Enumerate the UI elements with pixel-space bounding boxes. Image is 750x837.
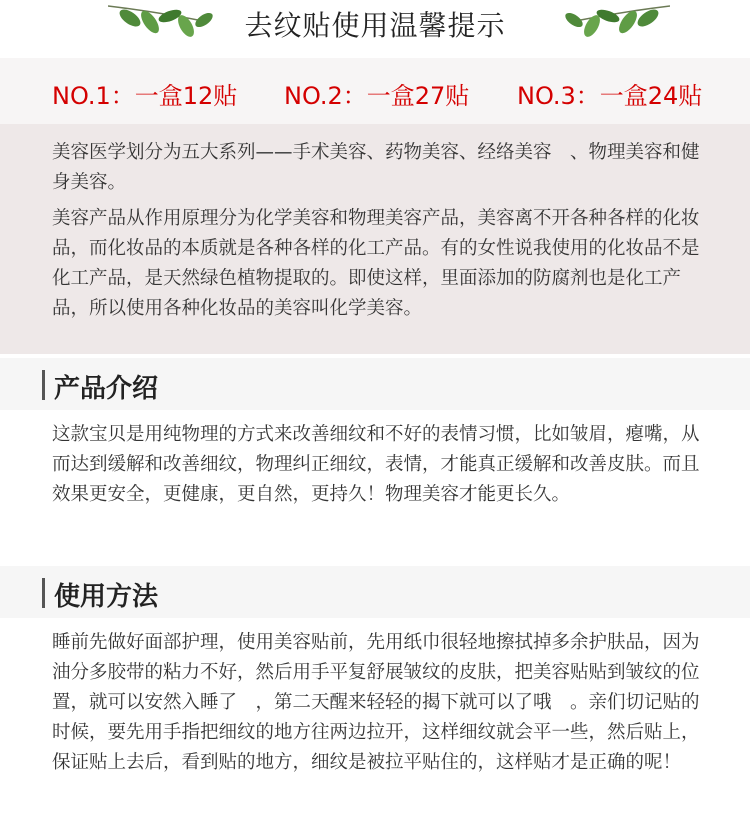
product-heading: 产品介绍 [54, 374, 159, 404]
pack-option-1: NO.1：一盒12贴 [52, 82, 238, 110]
pack-options [0, 58, 750, 124]
pack-option-3: NO.3：一盒24贴 [517, 82, 703, 110]
intro-paragraph-2: 美容产品从作用原理分为化学美容和物理美容产品，美容离不开各种各样的化妆品，而化妆品的本质就是各种各样的化工产品。有的女性说我使用的化妆品不是化工产品，是天然绿色植物提取的。即使这样，里面添加的防腐剂也是化工产品，所以使用各种化妆品的美容叫化学美容。 [52, 208, 700, 319]
product-heading-bar [0, 358, 750, 410]
header [0, 0, 750, 58]
usage-heading: 使用方法 [54, 582, 159, 612]
usage-heading-bar [0, 566, 750, 618]
intro-paragraph-1: 美容医学划分为五大系列——手术美容、药物美容、经络美容 、物理美容和健身美容。 [52, 142, 700, 193]
page-title: 去纹贴使用温馨提示 [244, 9, 506, 42]
heading-accent-bar [42, 370, 45, 400]
pack-option-2: NO.2：一盒27贴 [284, 82, 470, 110]
product-description: 这款宝贝是用纯物理的方式来改善细纹和不好的表情习惯，比如皱眉，瘪嘴，从而达到缓解和改善细纹，物理纠正细纹，表情，才能真正缓解和改善皮肤。而且效果更安全，更健康，更自然，更持久！物理美容才能更长久。 [52, 424, 700, 505]
usage-description: 睡前先做好面部护理，使用美容贴前，先用纸巾很轻地擦拭掉多余护肤品，因为油分多胶带的粘力不好，然后用手平复舒展皱纹的皮肤，把美容贴贴到皱纹的位置，就可以安然入睡了 ，第二天醒来轻轻的揭下就可以了哦 。亲们切记贴的时候，要先用手指把细纹的地方往两边拉开，这样细纹就会平一些，然后贴上，保证贴上去后，看到贴的地方，细纹是被拉平贴住的，这样贴才是正确的呢！ [52, 632, 700, 773]
heading-accent-bar [42, 578, 45, 608]
leaf-decoration-right [560, 0, 670, 40]
